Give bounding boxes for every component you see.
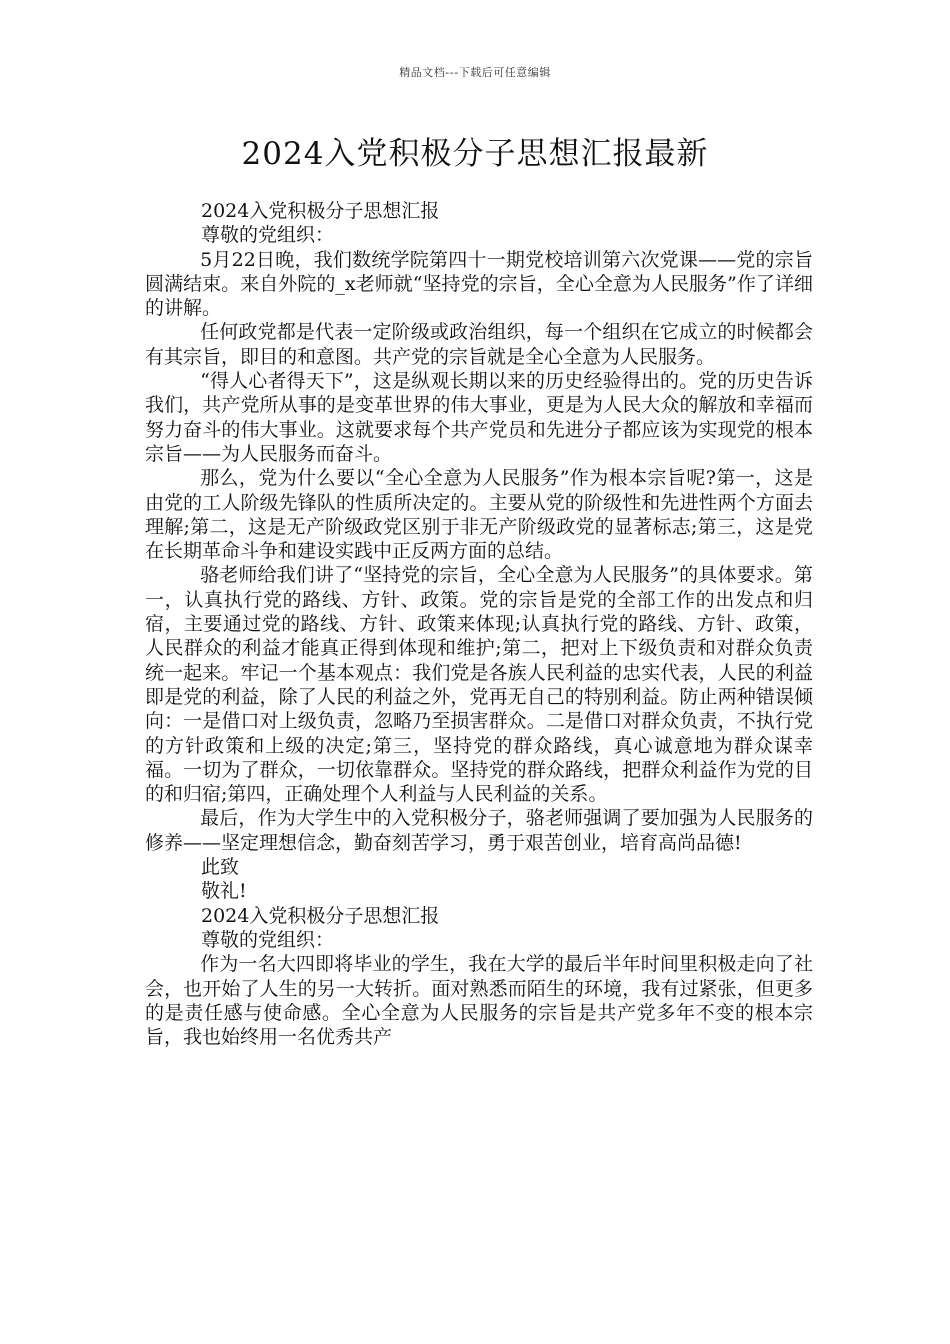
body-paragraph: 骆老师给我们讲了“坚持党的宗旨，全心全意为人民服务”的具体要求。第一，认真执行党的路线、方针、政策。党的宗旨是党的全部工作的出发点和归宿，主要通过党的路线、方针、政策来体现;认真执行党的路线、方针、政策，人民群众的利益才能真正得到体现和维护;第二，把对上下级负责和对群众负责统一起来。牢记一个基本观点：我们党是各族人民利益的忠实代表，人民的利益即是党的利益，除了人民的利益之外，党再无自己的特别利益。防止两种错误倾向：一是借口对上级负责，忽略乃至损害群众。二是借口对群众负责，不执行党的方针政策和上级的决定;第三，坚持党的群众路线，真心诚意地为群众谋幸福。一切为了群众，一切依靠群众。坚持党的群众路线，把群众利益作为党的目的和归宿;第四，正确处理个人利益与人民利益的关系。 (145, 564, 813, 806)
closing-line: 此致 (201, 856, 240, 879)
body-paragraph: 最后，作为大学生中的入党积极分子，骆老师强调了要加强为人民服务的修养——坚定理想信念，勤奋刻苦学习，勇于艰苦创业，培育高尚品德! (145, 807, 813, 854)
section-heading: 2024入党积极分子思想汇报 (201, 904, 440, 927)
salutation: 尊敬的党组织： (201, 928, 335, 951)
body-paragraph: 5月22日晚，我们数统学院第四十一期党校培训第六次党课——党的宗旨圆满结束。来自外院的_x老师就“坚持党的宗旨，全心全意为人民服务”作了详细的讲解。 (145, 248, 813, 320)
closing-line: 敬礼! (201, 880, 247, 903)
body-paragraph: 作为一名大四即将毕业的学生，我在大学的最后半年时间里积极走向了社会，也开始了人生的另一大转折。面对熟悉而陌生的环境，我有过紧张，但更多的是责任感与使命感。全心全意为人民服务的宗旨是共产党多年不变的根本宗旨，我也始终用一名优秀共产 (145, 953, 813, 1049)
header-note: 精品文档---下载后可任意编辑 (399, 66, 551, 79)
body-paragraph: 任何政党都是代表一定阶级或政治组织，每一个组织在它成立的时候都会有其宗旨，即目的和意图。共产党的宗旨就是全心全意为人民服务。 (145, 321, 813, 368)
body-paragraph: 那么，党为什么要以“全心全意为人民服务”作为根本宗旨呢?第一，这是由党的工人阶级先锋队的性质所决定的。主要从党的阶级性和先进性两个方面去理解;第二，这是无产阶级政党区别于非无产阶级政党的显著标志;第三，这是党在长期革命斗争和建设实践中正反两方面的总结。 (145, 467, 813, 563)
salutation: 尊敬的党组织： (201, 224, 335, 247)
body-paragraph: “得人心者得天下”，这是纵观长期以来的历史经验得出的。党的历史告诉我们，共产党所从事的是变革世界的伟大事业，更是为人民大众的解放和幸福而努力奋斗的伟大事业。这就要求每个共产党员和先进分子都应该为实现党的根本宗旨——为人民服务而奋斗。 (145, 370, 813, 465)
document-title: 2024入党积极分子思想汇报最新 (241, 136, 709, 172)
document-body (145, 199, 813, 1049)
section-heading: 2024入党积极分子思想汇报 (201, 200, 440, 222)
